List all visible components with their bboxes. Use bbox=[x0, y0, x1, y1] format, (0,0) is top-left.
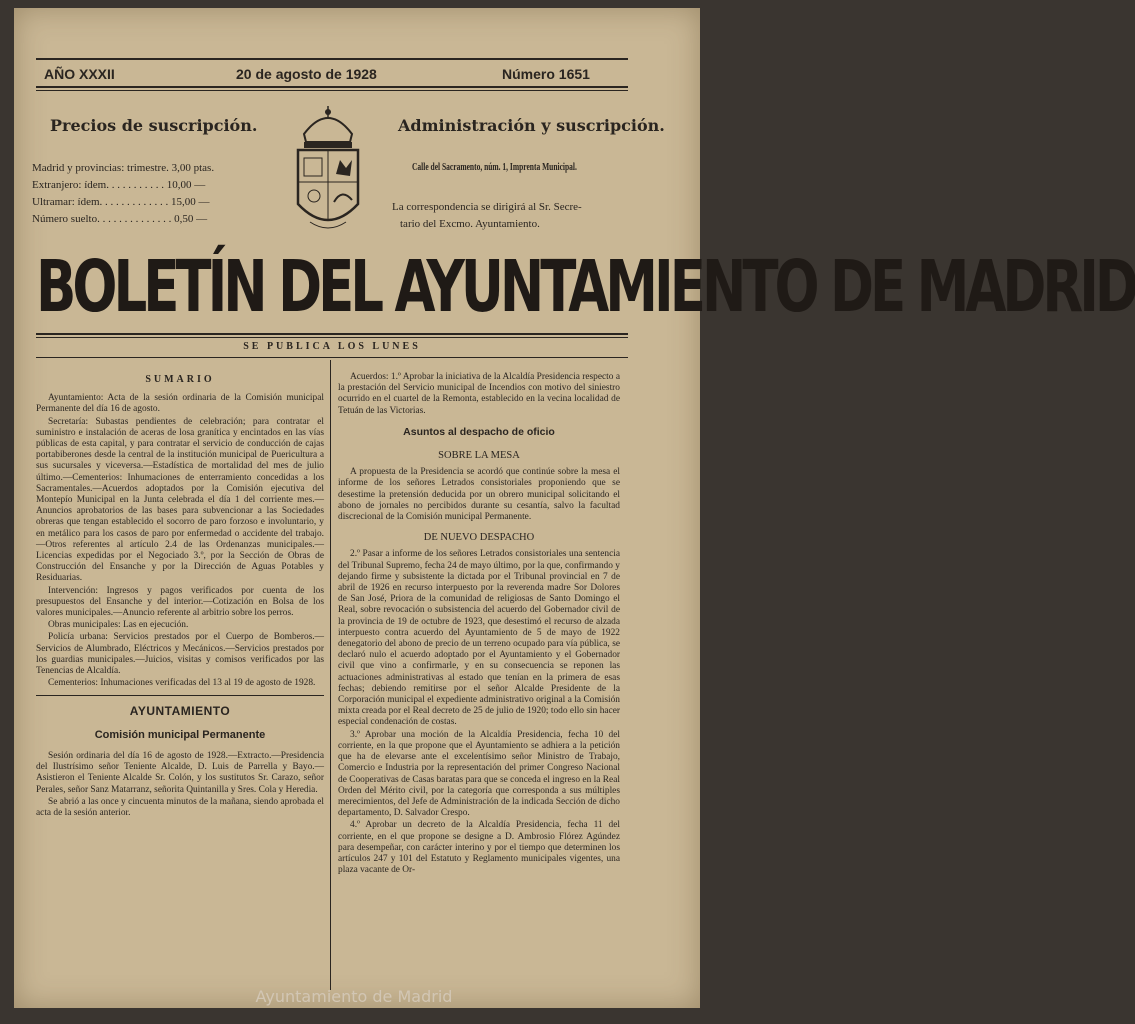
item-2: 2.º Pasar a informe de los señores Letrados consistoriales una sentencia del Tribunal Supremo, fecha 24 de mayo último, por la que, confirmando y dejando firme y subsistente la dictada por el Tribunal provincial en 7 de abril de 1926 en recurso interpuesto por la reverenda madre Sor Dolores de San José, Priora de la comunidad de religiosas de Santo Domingo el Real, sobre revocación o subsistencia del acuerdo del Gobernador civil de la provincia de 19 de octubre de 1923, que desestimó el recurso de alzada interpuesto contra acuerdo del Ayuntamiento de 5 de mayo de 1922 denegatorio del abono de precio de un terreno ocupado para vía pública, se declaró nulo el acuerdo adoptado por el Ayuntamiento y el Gobernador civil que vino a confirmarle, y en su consecuencia se reponen las actuaciones administrativas al estado que tenían en la primera de esas fechas; debiendo remitirse por el señor Alcalde Presidente de la Corporación municipal el expediente administrativo original a la Comisión mixta creada por el Real decreto de 25 de julio de 1920; todo ello sin hacer especial condenación de costas. bbox=[338, 549, 620, 728]
header-rule bbox=[36, 86, 628, 88]
issue-number: Número 1651 bbox=[502, 66, 590, 82]
newspaper-page bbox=[14, 8, 1135, 1008]
sumario-item: Cementerios: Inhumaciones verificadas del 13 al 19 de agosto de 1928. bbox=[48, 678, 316, 689]
sumario-item: Intervención: Ingresos y pagos verificados por cuenta de los presupuestos del Ensanche y del interior.—Cotización en Bolsa de los valores municipales.—Anuncio referente al arbitrio sobre los perros. bbox=[36, 585, 324, 619]
top-rule bbox=[36, 58, 628, 60]
price-line: Número suelto. . . . . . . . . . . . . . 0,50 — bbox=[32, 213, 208, 225]
subtitle-rule bbox=[36, 357, 628, 358]
price-line: Ultramar: ídem. . . . . . . . . . . . . 15,00 — bbox=[32, 196, 210, 208]
sumario-item: Secretaría: Subastas pendientes de celebración; para contratar el suministro e instalación de aceras de losa granítica y encintados en las vías públicas de esta capital, y para contratar el servicio de conducción de cajas portabiberones desde la central de la institución municipal de Puericultura a sus sucursales y viceversa.—Estadística de mortalidad del mes de julio último.—Cementerios: Inhumaciones de enterramiento concedidas a los Sacramentales.—Acuerdos adoptados por la Comisión ejecutiva del Montepío Municipal en la Junta celebrada el día 1 del corriente mes.—Anuncios aprobatorios de las bases para subvencionar a las Sociedades obreras que tengan establecido el socorro de paro forzoso e involuntario, y en metálico para los casos de paro por enfermedad o accidente del trabajo.—Otros referentes al artículo 2.4 de las Ordenanzas municipales.—Licencias expedidas por el Negociado 3.º, por la Sección de Obras de Construcción del Ensanche y por la Dirección de Aguas Potables y Residuarias. bbox=[36, 416, 324, 584]
acuerdos-text: Acuerdos: 1.º Aprobar la iniciativa de la Alcaldía Presidencia respecto a la prestación del Servicio municipal de Incendios con motivo del siniestro ocurrido en el cuartel de la Remonta, establecido en la vecina localidad de Tetuán de las Victorias. bbox=[338, 372, 620, 416]
sesion-text-2: Se abrió a las once y cincuenta minutos de la mañana, siendo aprobada el acta de la sesión anterior. bbox=[36, 796, 324, 818]
coat-of-arms-icon bbox=[290, 104, 366, 240]
title-rule-thin bbox=[36, 337, 628, 338]
watermark-footer: Ayuntamiento de Madrid bbox=[255, 987, 453, 1006]
admin-note-2: tario del Excmo. Ayuntamiento. bbox=[400, 218, 540, 230]
mesa-text: A propuesta de la Presidencia se acordó que continúe sobre la mesa el informe de los señores Letrados consistoriales proponiendo que se desestime la pretensión deducida por un obrero municipal solicitando el abono de jornales no percibidos durante su cesantía, salvo la facultad discrecional de la Comisión municipal Permanente. bbox=[338, 467, 620, 523]
admin-note-1: La correspondencia se dirigirá al Sr. Secre- bbox=[392, 201, 582, 213]
sesion-text: Sesión ordinaria del día 16 de agosto de 1928.—Extracto.—Presidencia del Ilustrísimo señor Teniente Alcalde, D. Luis de Parrella y Bayo.—Asistieron el Teniente Alcalde Sr. Colón, y los sustitutos Sr. Carazo, señor Perales, señor Sanz Matarranz, señorita Quintanilla y Sres. Cola y Heredia. bbox=[36, 750, 324, 795]
admin-title: Administración y suscripción. bbox=[398, 116, 665, 135]
sumario-item: Ayuntamiento: Acta de la sesión ordinaria de la Comisión municipal Permanente del día 16 de agosto. bbox=[36, 393, 324, 415]
right-column bbox=[338, 372, 620, 877]
comision-heading: Comisión municipal Permanente bbox=[94, 728, 266, 741]
publication-note: SE PUBLICA LOS LUNES bbox=[243, 341, 421, 352]
prices-list bbox=[32, 160, 272, 228]
title-rule bbox=[36, 333, 628, 335]
sumario-item: Obras municipales: Las en ejecución. bbox=[48, 620, 189, 631]
issue-year: AÑO XXXII bbox=[44, 66, 115, 82]
left-column bbox=[36, 374, 324, 820]
nuevo-heading: DE NUEVO DESPACHO bbox=[423, 532, 535, 544]
item-3: 3.º Aprobar una moción de la Alcaldía Presidencia, fecha 10 del corriente, en la que propone que el Ayuntamiento se adhiera a la petición que ha de elevarse ante el excelentísimo señor Ministro de Trabajo, Comercio e Industria por la representación del primer Congreso Nacional de Cooperativas de Casas baratas para que se conceda el ingreso en la Real Orden del Mérito civil, por la categoría que corresponda a sus múltiples merecimientos, del Jefe de Administración de la indicada Sección de dicho departamento, D. Salvador Crespo. bbox=[338, 729, 620, 819]
issue-date: 20 de agosto de 1928 bbox=[236, 66, 377, 82]
prices-title: Precios de suscripción. bbox=[50, 116, 258, 135]
sumario-item: Policía urbana: Servicios prestados por el Cuerpo de Bomberos.—Servicios de Alumbrado, Eléctricos y Mecánicos.—Servicios prestados por los guardias municipales.—Juicios, visitas y comisos verificados por las Tenencias de Alcaldía. bbox=[36, 632, 324, 677]
section-rule bbox=[36, 695, 324, 696]
ayuntamiento-heading: AYUNTAMIENTO bbox=[129, 704, 231, 719]
header-rule-thin bbox=[36, 90, 628, 91]
item-4: 4.º Aprobar un decreto de la Alcaldía Presidencia, fecha 11 del corriente, en el que propone se designe a D. Ambrosio Flórez Agúndez para desempeñar, con carácter interino y por el tiempo que determinen los artículos 247 y 101 del Estatuto y Reglamento municipales vigentes, una plaza vacante de Or- bbox=[338, 820, 620, 876]
newspaper-title: BOLETÍN DEL AYUNTAMIENTO DE MADRID bbox=[36, 246, 1135, 329]
price-line: Madrid y provincias: trimestre. 3,00 ptas. bbox=[32, 162, 215, 174]
mesa-heading: SOBRE LA MESA bbox=[438, 450, 520, 462]
sumario-title: SUMARIO bbox=[145, 374, 215, 385]
admin-address: Calle del Sacramento, núm. 1, Imprenta Municipal. bbox=[412, 162, 577, 173]
despacho-heading: Asuntos al despacho de oficio bbox=[403, 425, 555, 438]
price-line: Extranjero: ídem. . . . . . . . . . . 10,00 — bbox=[32, 179, 206, 191]
column-divider bbox=[330, 360, 331, 990]
